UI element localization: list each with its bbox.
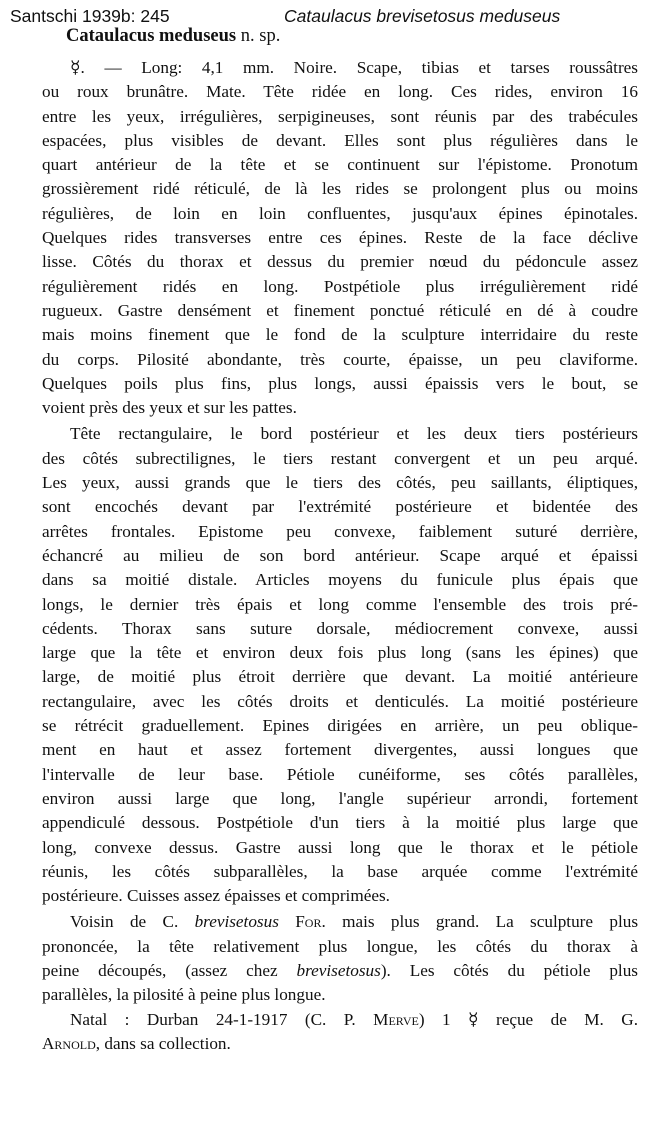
text-line: large, de moitié plus étroit derrière que devant. La moitié antérieure	[42, 667, 638, 687]
text-line: longs, le dernier très épais et long comme l'ensemble des trois pré-	[42, 594, 638, 614]
text-line: postérieure. Cuisses assez épaisses et comprimées.	[42, 886, 390, 906]
taxon-status: n. sp.	[240, 26, 281, 46]
text-line: long, convexe dessus. Gastre aussi long que le thorax et le pétiole	[42, 837, 638, 857]
text-line: rectangulaire, avec les côtés droits et denticulés. La moitié postérieure	[42, 691, 638, 711]
text-line: l'intervalle de leur base. Pétiole cunéiforme, ses côtés parallèles,	[42, 764, 638, 784]
text-line: Arnold, dans sa collection.	[42, 1033, 231, 1053]
text-line: entre les yeux, irrégulières, serpigineuses, sont réunis par des trabécules	[42, 106, 638, 126]
text-line: rugueux. Gastre densément et finement ponctué réticulé en dé à coudre	[42, 300, 638, 320]
text-line: ment en haut et assez fortement divergentes, aussi longues que	[42, 740, 638, 760]
text-line: prononcée, la tête relativement plus longue, les côtés du thorax à	[42, 936, 638, 956]
comparison-paragraph	[42, 910, 638, 1007]
text-line: peine découpés, (assez chez brevisetosus). Les côtés du pétiole plus	[42, 960, 638, 980]
text-line: Les yeux, aussi grands que le tiers des côtés, peu saillants, éliptiques,	[42, 473, 638, 493]
text-line: échancré au milieu de son bord antérieur. Scape arqué et épaissi	[42, 545, 638, 565]
text-line: régulièrement ridés en long. Postpétiole plus irrégulièrement ridé	[42, 276, 638, 296]
description-paragraph-morphology	[42, 422, 638, 908]
species-name: brevisetosus	[194, 912, 279, 932]
text-line: régulières, de loin en loin confluentes, jusqu'aux épines épinotales.	[42, 203, 638, 223]
taxon-name: Cataulacus meduseus	[66, 26, 237, 46]
text-line: voient près des yeux et sur les pattes.	[42, 398, 297, 418]
description-paragraph-worker	[42, 56, 638, 420]
text-line: mais moins finement que le fond de la sculpture interridaire du reste	[42, 325, 638, 345]
species-name: brevisetosus	[296, 960, 381, 980]
text-line: ou roux brunâtre. Mate. Tête ridée en long. Ces rides, environ 16	[42, 82, 638, 102]
text-line: large que la tête et environ deux fois plus long (sans les épines) que	[42, 643, 638, 663]
text-line: ☿. — Long: 4,1 mm. Noire. Scape, tibias et tarses roussâtres	[70, 58, 638, 77]
text-line: Quelques poils plus fins, plus longs, aussi épaissis vers le bout, se	[42, 373, 638, 393]
text-line: lisse. Côtés du thorax et dessus du premier nœud du pédoncule assez	[42, 252, 638, 272]
text-line: Natal : Durban 24-1-1917 (C. P. Merve) 1 ☿ reçue de M. G.	[70, 1009, 638, 1029]
citation-label: Santschi 1939b: 245	[10, 6, 170, 26]
text-line: grossièrement ridé réticulé, de là les rides se prolongent plus ou moins	[42, 179, 638, 199]
text-line: du corps. Pilosité abondante, très courte, épaisse, un peu claviforme.	[42, 349, 638, 369]
text-line: se rétrécit graduellement. Epines dirigées en arrière, un peu oblique-	[42, 716, 638, 736]
text-line: Quelques rides transverses entre ces épines. Reste de la face déclive	[42, 228, 638, 248]
text-line: réunis, les côtés subparallèles, la base arquée comme l'extrémité	[42, 861, 638, 881]
text-line: environ aussi large que long, l'angle supérieur arrondi, fortement	[42, 788, 638, 808]
text-line: parallèles, la pilosité à peine plus longue.	[42, 985, 326, 1005]
text-line: sont encochés devant par l'extrémité postérieure et bidentée des	[42, 497, 638, 517]
species-title	[66, 24, 280, 48]
species-label: Cataulacus brevisetosus meduseus	[284, 6, 561, 26]
locality-paragraph	[42, 1008, 638, 1057]
author-name: For.	[295, 912, 326, 932]
text-line: dans sa moitié distale. Articles moyens du funicule plus épais que	[42, 570, 638, 590]
text-line: Voisin de C. brevisetosus For. mais plus grand. La sculpture plus	[70, 912, 639, 932]
text-line: espacées, plus visibles de devant. Elles sont plus régulières dans le	[42, 130, 638, 150]
text-line: des côtés subrectilignes, le tiers restant convergent et un peu arqué.	[42, 448, 638, 468]
text-line: Tête rectangulaire, le bord postérieur et les deux tiers postérieurs	[70, 424, 638, 444]
description-body	[42, 56, 638, 1056]
collector-name: Merve	[373, 1009, 419, 1029]
text-line: appendiculé dessous. Postpétiole d'un tiers à la moitié plus large que	[42, 813, 638, 833]
donor-name: Arnold	[42, 1033, 96, 1053]
text-line: quart antérieur de la tête et se continuent sur l'épistome. Pronotum	[42, 155, 638, 175]
text-line: cédents. Thorax sans suture dorsale, médiocrement convexe, aussi	[42, 618, 638, 638]
text-line: arrêtes frontales. Epistome peu convexe, faiblement suturé derrière,	[42, 521, 638, 541]
